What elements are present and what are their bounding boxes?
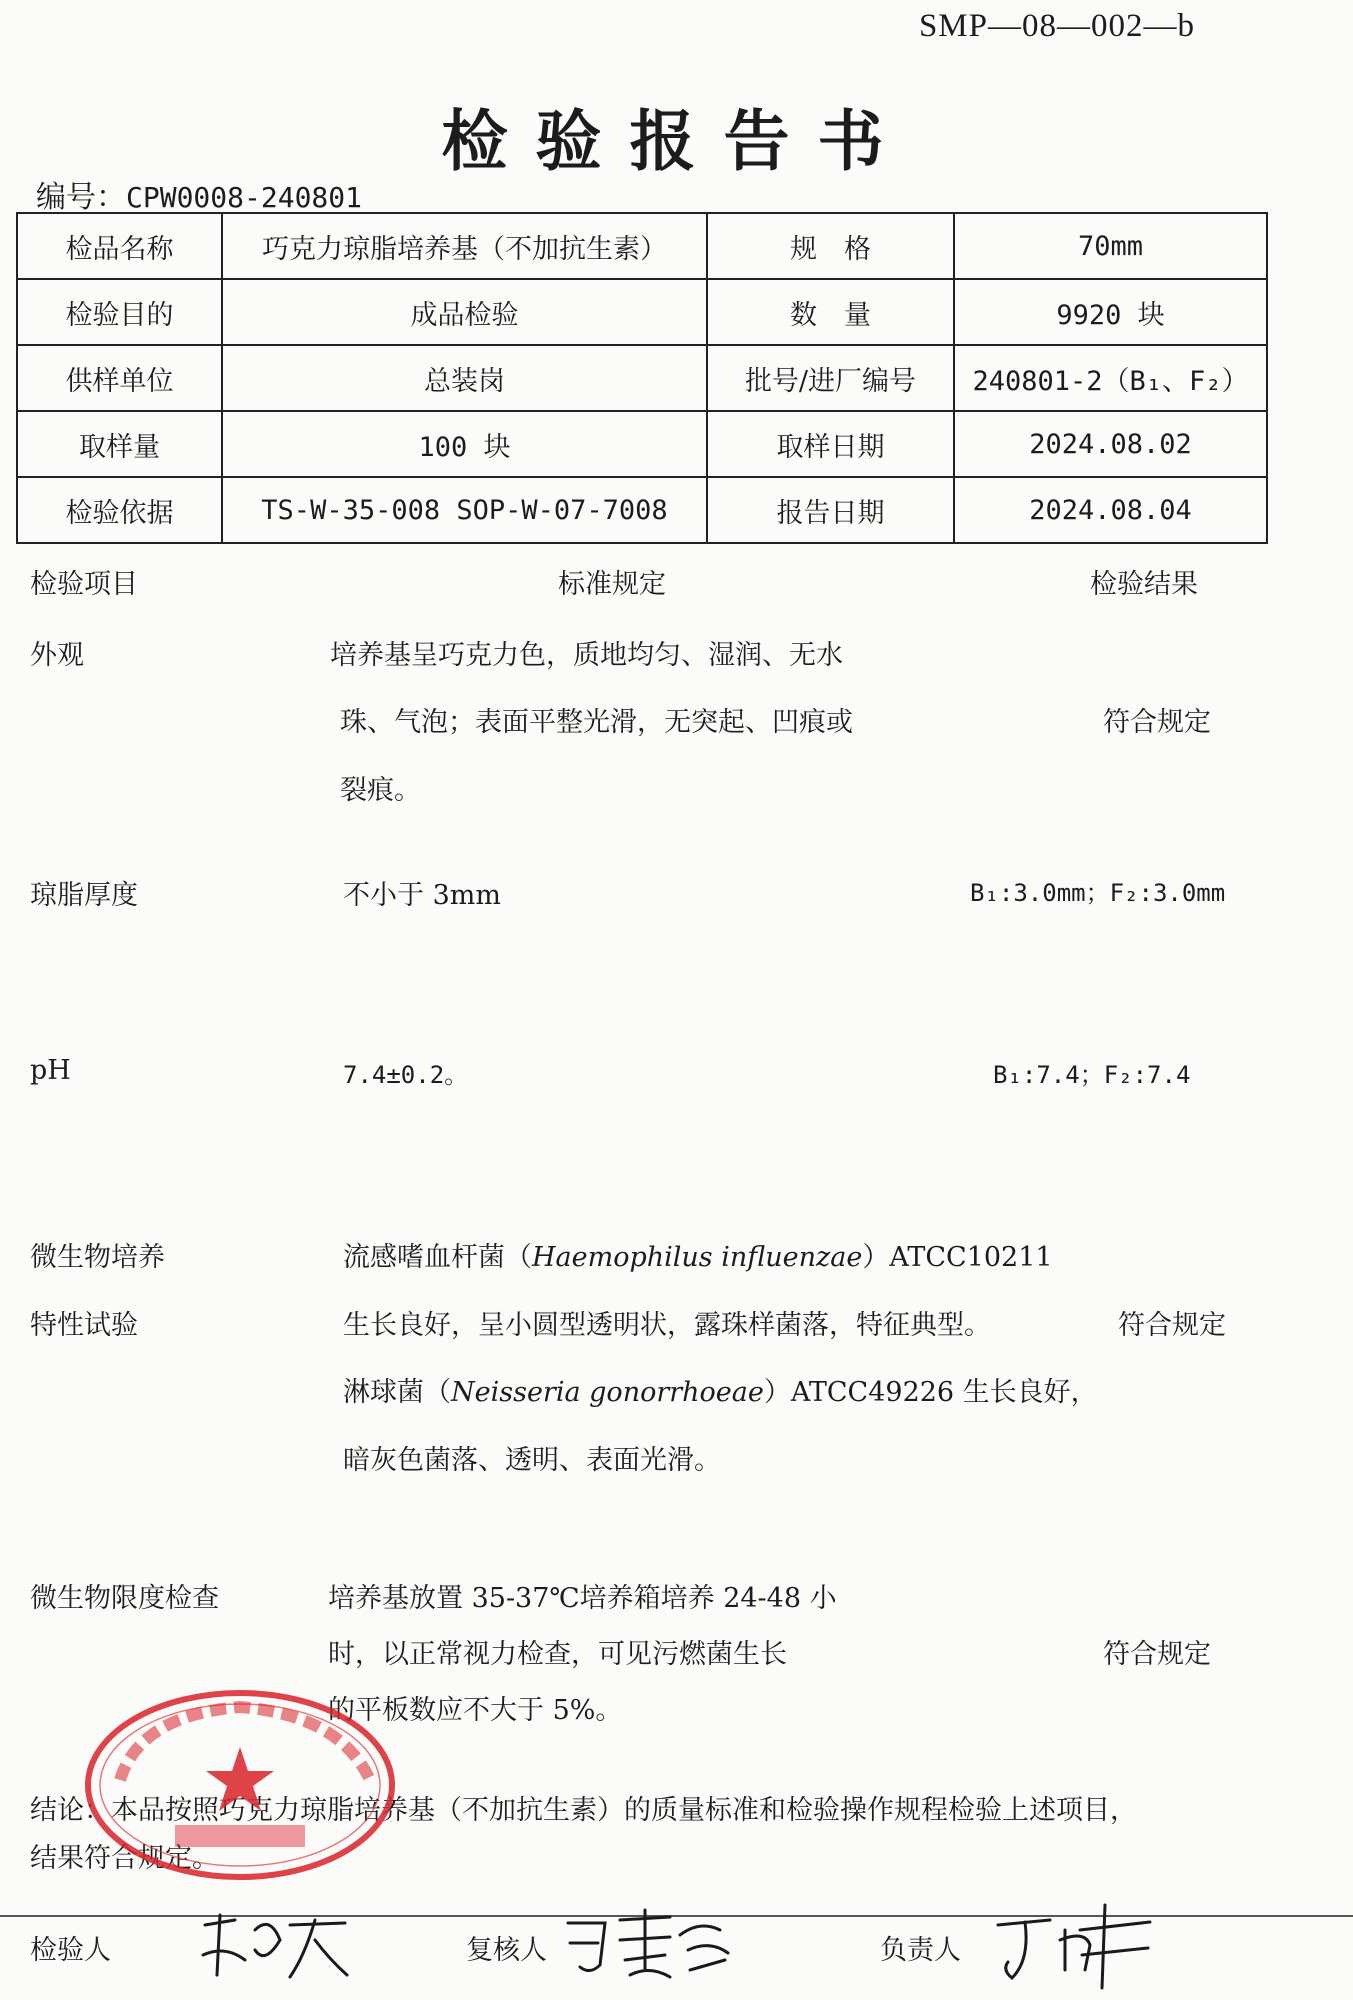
info-value: 100 块 — [222, 411, 707, 477]
table-row — [17, 477, 1267, 543]
species-neisseria: Neisseria gonorrhoeae — [451, 1377, 764, 1408]
info-value: 240801-2（B₁、F₂） — [954, 345, 1267, 411]
info-value: 总装岗 — [222, 345, 707, 411]
info-label: 取样量 — [17, 411, 222, 477]
conclusion-line1: 结论：本品按照巧克力琼脂培养基（不加抗生素）的质量标准和检验操作规程检验上述项目， — [30, 1795, 1137, 1826]
inspector-signature — [195, 1905, 355, 1985]
culture-line3-b: ）ATCC49226 生长良好， — [763, 1377, 1098, 1408]
stamp-graphic — [80, 1685, 400, 1885]
serial-label: 编号： — [36, 180, 126, 215]
inspector-label: 检验人 — [30, 1935, 111, 1966]
culture-line1-b: ）ATCC10211 — [862, 1242, 1053, 1273]
responsible-signature-graphic — [990, 1900, 1160, 1990]
appearance-std-line3: 裂痕。 — [340, 775, 421, 806]
serial-value: CPW0008-240801 — [126, 181, 363, 214]
species-haemophilus: Haemophilus influenzae — [532, 1242, 863, 1273]
info-label: 供样单位 — [17, 345, 222, 411]
serial-number — [36, 172, 362, 216]
culture-line4: 暗灰色菌落、透明、表面光滑。 — [343, 1445, 721, 1476]
culture-line1-a: 流感嗜血杆菌（ — [343, 1242, 532, 1273]
info-label: 检品名称 — [17, 213, 222, 279]
info-label: 批号/进厂编号 — [707, 345, 954, 411]
inspector-signature-graphic — [195, 1905, 355, 1985]
info-label: 数 量 — [707, 279, 954, 345]
info-value: 成品检验 — [222, 279, 707, 345]
info-value: 2024.08.04 — [954, 477, 1267, 543]
culture-result: 符合规定 — [1118, 1310, 1226, 1341]
column-header-result: 检验结果 — [1090, 569, 1198, 600]
culture-line3-a: 淋球菌（ — [343, 1377, 451, 1408]
limit-std-line2: 时，以正常视力检查，可见污燃菌生长 — [328, 1639, 787, 1670]
ph-std: 7.4±0.2。 — [343, 1061, 469, 1089]
ph-result: B₁:7.4；F₂:7.4 — [993, 1061, 1191, 1089]
reviewer-signature — [560, 1905, 735, 1985]
conclusion-line2: 结果符合规定。 — [30, 1843, 219, 1874]
limit-std-line1: 培养基放置 35-37℃培养箱培养 24-48 小 — [328, 1583, 837, 1614]
info-value: 9920 块 — [954, 279, 1267, 345]
document-code: SMP—08—002—b — [918, 8, 1195, 44]
limit-std-line3: 的平板数应不大于 5%。 — [328, 1695, 623, 1726]
stamp-star-icon — [206, 1747, 274, 1811]
info-label: 规 格 — [707, 213, 954, 279]
table-row — [17, 345, 1267, 411]
limit-result: 符合规定 — [1103, 1639, 1211, 1670]
info-value: 巧克力琼脂培养基（不加抗生素） — [222, 213, 707, 279]
info-value: TS-W-35-008 SOP-W-07-7008 — [222, 477, 707, 543]
column-header-item: 检验项目 — [30, 569, 138, 600]
responsible-label: 负责人 — [880, 1935, 961, 1966]
reviewer-signature-graphic — [560, 1905, 735, 1985]
official-stamp — [80, 1685, 400, 1885]
item-thickness-name: 琼脂厚度 — [30, 880, 138, 911]
appearance-result: 符合规定 — [1103, 707, 1211, 738]
appearance-std-line1: 培养基呈巧克力色，质地均匀、湿润、无水 — [330, 640, 843, 671]
table-row — [17, 213, 1267, 279]
info-label: 报告日期 — [707, 477, 954, 543]
item-culture-name-line2: 特性试验 — [30, 1310, 138, 1341]
info-label: 取样日期 — [707, 411, 954, 477]
reviewer-label: 复核人 — [466, 1935, 547, 1966]
item-ph-name: pH — [30, 1055, 71, 1086]
info-value: 70mm — [954, 213, 1267, 279]
table-row — [17, 411, 1267, 477]
culture-line2: 生长良好，呈小圆型透明状，露珠样菌落，特征典型。 — [343, 1310, 991, 1341]
thickness-std: 不小于 3mm — [343, 880, 501, 911]
info-value: 2024.08.02 — [954, 411, 1267, 477]
thickness-result: B₁:3.0mm；F₂:3.0mm — [970, 879, 1226, 907]
culture-line3 — [343, 1370, 1098, 1409]
info-label: 检验目的 — [17, 279, 222, 345]
report-title: 检验报告书 — [441, 102, 912, 180]
table-row — [17, 279, 1267, 345]
info-table — [16, 212, 1268, 544]
item-limit-name: 微生物限度检查 — [30, 1583, 219, 1614]
item-culture-name-line1: 微生物培养 — [30, 1242, 165, 1273]
item-appearance-name: 外观 — [30, 640, 84, 671]
column-header-standard: 标准规定 — [558, 569, 666, 600]
info-label: 检验依据 — [17, 477, 222, 543]
responsible-signature — [990, 1900, 1160, 1990]
culture-line1 — [343, 1235, 1053, 1274]
appearance-std-line2: 珠、气泡；表面平整光滑，无突起、凹痕或 — [340, 707, 853, 738]
